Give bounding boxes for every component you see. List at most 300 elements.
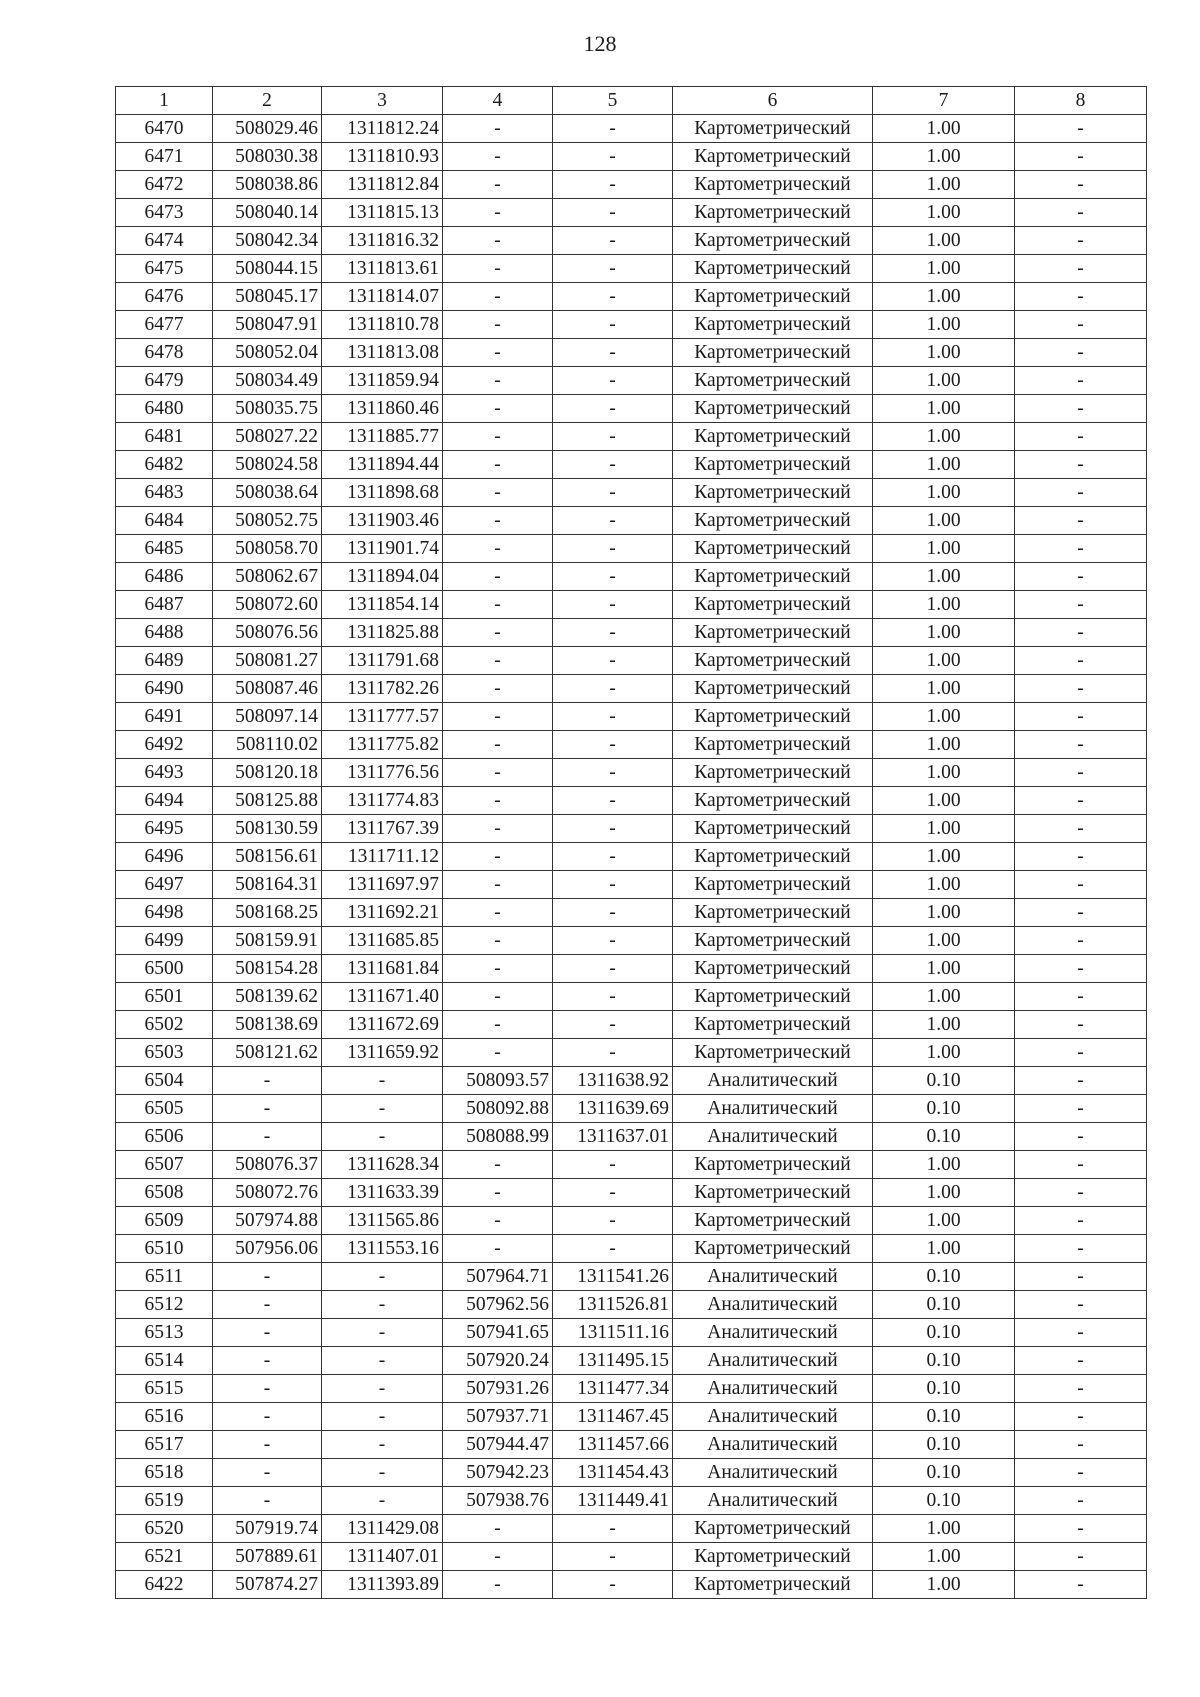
- accuracy-cell: 1.00: [873, 591, 1015, 619]
- table-row: [116, 675, 1147, 703]
- accuracy-cell: 1.00: [873, 115, 1015, 143]
- point-number-cell: 6512: [116, 1291, 213, 1319]
- method-cell: Картометрический: [673, 1151, 873, 1179]
- x-coordinate-cell: -: [213, 1291, 322, 1319]
- y-analytic-cell: -: [553, 395, 673, 423]
- y-analytic-cell: 1311511.16: [553, 1319, 673, 1347]
- point-number-cell: 6499: [116, 927, 213, 955]
- y-analytic-cell: -: [553, 339, 673, 367]
- note-cell: -: [1015, 1235, 1147, 1263]
- y-analytic-cell: -: [553, 591, 673, 619]
- point-number-cell: 6496: [116, 843, 213, 871]
- y-coordinate-cell: -: [322, 1095, 443, 1123]
- table-row: [116, 1515, 1147, 1543]
- y-coordinate-cell: 1311659.92: [322, 1039, 443, 1067]
- method-cell: Картометрический: [673, 1179, 873, 1207]
- x-analytic-cell: -: [443, 619, 553, 647]
- y-coordinate-cell: 1311633.39: [322, 1179, 443, 1207]
- y-analytic-cell: -: [553, 479, 673, 507]
- point-number-cell: 6472: [116, 171, 213, 199]
- point-number-cell: 6510: [116, 1235, 213, 1263]
- y-analytic-cell: -: [553, 115, 673, 143]
- note-cell: -: [1015, 1431, 1147, 1459]
- y-analytic-cell: -: [553, 367, 673, 395]
- y-analytic-cell: -: [553, 899, 673, 927]
- method-cell: Картометрический: [673, 1207, 873, 1235]
- x-coordinate-cell: 508027.22: [213, 423, 322, 451]
- x-analytic-cell: -: [443, 535, 553, 563]
- y-coordinate-cell: 1311815.13: [322, 199, 443, 227]
- x-coordinate-cell: 508076.56: [213, 619, 322, 647]
- y-coordinate-cell: 1311903.46: [322, 507, 443, 535]
- note-cell: -: [1015, 675, 1147, 703]
- note-cell: -: [1015, 787, 1147, 815]
- method-cell: Картометрический: [673, 619, 873, 647]
- method-cell: Картометрический: [673, 787, 873, 815]
- x-coordinate-cell: 508038.64: [213, 479, 322, 507]
- method-cell: Картометрический: [673, 199, 873, 227]
- x-analytic-cell: -: [443, 1543, 553, 1571]
- method-cell: Аналитический: [673, 1067, 873, 1095]
- x-analytic-cell: 507944.47: [443, 1431, 553, 1459]
- method-cell: Картометрический: [673, 339, 873, 367]
- table-row: [116, 1207, 1147, 1235]
- x-analytic-cell: -: [443, 171, 553, 199]
- x-coordinate-cell: 508052.75: [213, 507, 322, 535]
- note-cell: -: [1015, 619, 1147, 647]
- note-cell: -: [1015, 1011, 1147, 1039]
- table-row: [116, 255, 1147, 283]
- y-coordinate-cell: 1311901.74: [322, 535, 443, 563]
- accuracy-cell: 0.10: [873, 1123, 1015, 1151]
- x-coordinate-cell: 508035.75: [213, 395, 322, 423]
- table-row: [116, 787, 1147, 815]
- table-row: [116, 591, 1147, 619]
- note-cell: -: [1015, 1571, 1147, 1599]
- method-cell: Аналитический: [673, 1403, 873, 1431]
- table-row: [116, 1543, 1147, 1571]
- x-analytic-cell: 507920.24: [443, 1347, 553, 1375]
- y-analytic-cell: 1311449.41: [553, 1487, 673, 1515]
- accuracy-cell: 1.00: [873, 647, 1015, 675]
- accuracy-cell: 0.10: [873, 1431, 1015, 1459]
- table-row: [116, 843, 1147, 871]
- x-analytic-cell: -: [443, 451, 553, 479]
- x-analytic-cell: 507942.23: [443, 1459, 553, 1487]
- method-cell: Картометрический: [673, 871, 873, 899]
- y-coordinate-cell: 1311407.01: [322, 1543, 443, 1571]
- table-row: [116, 759, 1147, 787]
- note-cell: -: [1015, 199, 1147, 227]
- point-number-cell: 6474: [116, 227, 213, 255]
- accuracy-cell: 1.00: [873, 1179, 1015, 1207]
- note-cell: -: [1015, 1123, 1147, 1151]
- y-coordinate-cell: -: [322, 1431, 443, 1459]
- table-body: [116, 115, 1147, 1599]
- method-cell: Картометрический: [673, 395, 873, 423]
- y-coordinate-cell: 1311813.61: [322, 255, 443, 283]
- note-cell: -: [1015, 367, 1147, 395]
- table-row: [116, 1571, 1147, 1599]
- y-analytic-cell: -: [553, 703, 673, 731]
- method-cell: Картометрический: [673, 143, 873, 171]
- accuracy-cell: 1.00: [873, 703, 1015, 731]
- x-coordinate-cell: -: [213, 1347, 322, 1375]
- method-cell: Картометрический: [673, 1571, 873, 1599]
- note-cell: -: [1015, 171, 1147, 199]
- table-row: [116, 423, 1147, 451]
- table-row: [116, 983, 1147, 1011]
- method-cell: Аналитический: [673, 1487, 873, 1515]
- method-cell: Картометрический: [673, 283, 873, 311]
- y-analytic-cell: -: [553, 1039, 673, 1067]
- accuracy-cell: 1.00: [873, 787, 1015, 815]
- y-coordinate-cell: 1311671.40: [322, 983, 443, 1011]
- x-coordinate-cell: 508029.46: [213, 115, 322, 143]
- y-coordinate-cell: -: [322, 1067, 443, 1095]
- table-row: [116, 563, 1147, 591]
- y-analytic-cell: 1311454.43: [553, 1459, 673, 1487]
- method-cell: Картометрический: [673, 703, 873, 731]
- table-row: [116, 1347, 1147, 1375]
- point-number-cell: 6516: [116, 1403, 213, 1431]
- x-analytic-cell: -: [443, 479, 553, 507]
- table-row: [116, 199, 1147, 227]
- point-number-cell: 6518: [116, 1459, 213, 1487]
- y-analytic-cell: -: [553, 1515, 673, 1543]
- accuracy-cell: 0.10: [873, 1375, 1015, 1403]
- y-analytic-cell: 1311526.81: [553, 1291, 673, 1319]
- accuracy-cell: 0.10: [873, 1403, 1015, 1431]
- x-coordinate-cell: -: [213, 1319, 322, 1347]
- accuracy-cell: 0.10: [873, 1347, 1015, 1375]
- note-cell: -: [1015, 1487, 1147, 1515]
- column-header: 2: [213, 87, 322, 115]
- y-analytic-cell: -: [553, 871, 673, 899]
- method-cell: Картометрический: [673, 367, 873, 395]
- table-row: [116, 115, 1147, 143]
- x-analytic-cell: -: [443, 1039, 553, 1067]
- table-row: [116, 535, 1147, 563]
- x-coordinate-cell: 507874.27: [213, 1571, 322, 1599]
- x-coordinate-cell: 508042.34: [213, 227, 322, 255]
- note-cell: -: [1015, 1263, 1147, 1291]
- note-cell: -: [1015, 1207, 1147, 1235]
- accuracy-cell: 1.00: [873, 507, 1015, 535]
- y-coordinate-cell: -: [322, 1123, 443, 1151]
- table-row: [116, 731, 1147, 759]
- table-row: [116, 927, 1147, 955]
- note-cell: -: [1015, 731, 1147, 759]
- table-row: [116, 1291, 1147, 1319]
- method-cell: Картометрический: [673, 115, 873, 143]
- method-cell: Картометрический: [673, 899, 873, 927]
- y-analytic-cell: -: [553, 423, 673, 451]
- x-coordinate-cell: 508164.31: [213, 871, 322, 899]
- table-row: [116, 647, 1147, 675]
- x-analytic-cell: -: [443, 311, 553, 339]
- x-analytic-cell: -: [443, 591, 553, 619]
- y-coordinate-cell: 1311774.83: [322, 787, 443, 815]
- point-number-cell: 6487: [116, 591, 213, 619]
- point-number-cell: 6514: [116, 1347, 213, 1375]
- x-analytic-cell: -: [443, 843, 553, 871]
- method-cell: Картометрический: [673, 451, 873, 479]
- y-coordinate-cell: 1311393.89: [322, 1571, 443, 1599]
- table-row: [116, 479, 1147, 507]
- x-analytic-cell: -: [443, 367, 553, 395]
- point-number-cell: 6504: [116, 1067, 213, 1095]
- y-analytic-cell: -: [553, 283, 673, 311]
- x-analytic-cell: -: [443, 1207, 553, 1235]
- x-analytic-cell: 507938.76: [443, 1487, 553, 1515]
- y-analytic-cell: 1311541.26: [553, 1263, 673, 1291]
- note-cell: -: [1015, 647, 1147, 675]
- x-coordinate-cell: 508030.38: [213, 143, 322, 171]
- table-header-row: [116, 87, 1147, 115]
- accuracy-cell: 1.00: [873, 451, 1015, 479]
- x-coordinate-cell: -: [213, 1375, 322, 1403]
- coordinates-table: [115, 86, 1147, 1599]
- method-cell: Картометрический: [673, 1039, 873, 1067]
- y-analytic-cell: 1311638.92: [553, 1067, 673, 1095]
- accuracy-cell: 1.00: [873, 1207, 1015, 1235]
- note-cell: -: [1015, 283, 1147, 311]
- x-coordinate-cell: -: [213, 1263, 322, 1291]
- y-coordinate-cell: 1311812.24: [322, 115, 443, 143]
- table-row: [116, 1403, 1147, 1431]
- accuracy-cell: 1.00: [873, 1571, 1015, 1599]
- x-coordinate-cell: -: [213, 1487, 322, 1515]
- y-analytic-cell: -: [553, 787, 673, 815]
- accuracy-cell: 0.10: [873, 1487, 1015, 1515]
- point-number-cell: 6479: [116, 367, 213, 395]
- y-analytic-cell: -: [553, 563, 673, 591]
- note-cell: -: [1015, 507, 1147, 535]
- point-number-cell: 6507: [116, 1151, 213, 1179]
- y-coordinate-cell: 1311816.32: [322, 227, 443, 255]
- method-cell: Картометрический: [673, 815, 873, 843]
- note-cell: -: [1015, 479, 1147, 507]
- method-cell: Картометрический: [673, 983, 873, 1011]
- note-cell: -: [1015, 927, 1147, 955]
- accuracy-cell: 0.10: [873, 1319, 1015, 1347]
- method-cell: Картометрический: [673, 759, 873, 787]
- table-row: [116, 1235, 1147, 1263]
- x-analytic-cell: -: [443, 199, 553, 227]
- x-coordinate-cell: 508120.18: [213, 759, 322, 787]
- table-row: [116, 171, 1147, 199]
- y-coordinate-cell: -: [322, 1319, 443, 1347]
- note-cell: -: [1015, 759, 1147, 787]
- table-row: [116, 1263, 1147, 1291]
- x-analytic-cell: 508093.57: [443, 1067, 553, 1095]
- x-analytic-cell: -: [443, 927, 553, 955]
- method-cell: Картометрический: [673, 1543, 873, 1571]
- y-coordinate-cell: 1311775.82: [322, 731, 443, 759]
- x-coordinate-cell: -: [213, 1095, 322, 1123]
- note-cell: -: [1015, 1067, 1147, 1095]
- point-number-cell: 6480: [116, 395, 213, 423]
- point-number-cell: 6506: [116, 1123, 213, 1151]
- page-number: 128: [583, 31, 617, 56]
- y-analytic-cell: -: [553, 1011, 673, 1039]
- x-coordinate-cell: 508024.58: [213, 451, 322, 479]
- y-coordinate-cell: 1311894.04: [322, 563, 443, 591]
- column-header: 4: [443, 87, 553, 115]
- point-number-cell: 6511: [116, 1263, 213, 1291]
- table-row: [116, 1095, 1147, 1123]
- note-cell: -: [1015, 1543, 1147, 1571]
- note-cell: -: [1015, 815, 1147, 843]
- x-analytic-cell: -: [443, 563, 553, 591]
- method-cell: Картометрический: [673, 507, 873, 535]
- y-analytic-cell: 1311457.66: [553, 1431, 673, 1459]
- accuracy-cell: 1.00: [873, 423, 1015, 451]
- x-analytic-cell: -: [443, 731, 553, 759]
- y-coordinate-cell: 1311628.34: [322, 1151, 443, 1179]
- note-cell: -: [1015, 451, 1147, 479]
- x-coordinate-cell: 508168.25: [213, 899, 322, 927]
- accuracy-cell: 1.00: [873, 199, 1015, 227]
- y-coordinate-cell: 1311854.14: [322, 591, 443, 619]
- point-number-cell: 6495: [116, 815, 213, 843]
- method-cell: Картометрический: [673, 955, 873, 983]
- x-coordinate-cell: 508087.46: [213, 675, 322, 703]
- table-row: [116, 227, 1147, 255]
- point-number-cell: 6515: [116, 1375, 213, 1403]
- note-cell: -: [1015, 423, 1147, 451]
- accuracy-cell: 1.00: [873, 255, 1015, 283]
- y-coordinate-cell: 1311711.12: [322, 843, 443, 871]
- point-number-cell: 6509: [116, 1207, 213, 1235]
- accuracy-cell: 1.00: [873, 1235, 1015, 1263]
- y-analytic-cell: -: [553, 759, 673, 787]
- method-cell: Аналитический: [673, 1291, 873, 1319]
- table-row: [116, 1123, 1147, 1151]
- method-cell: Картометрический: [673, 675, 873, 703]
- x-coordinate-cell: 508040.14: [213, 199, 322, 227]
- y-analytic-cell: -: [553, 983, 673, 1011]
- x-analytic-cell: -: [443, 899, 553, 927]
- point-number-cell: 6478: [116, 339, 213, 367]
- note-cell: -: [1015, 703, 1147, 731]
- x-analytic-cell: -: [443, 703, 553, 731]
- x-coordinate-cell: 508138.69: [213, 1011, 322, 1039]
- table-row: [116, 955, 1147, 983]
- y-analytic-cell: -: [553, 843, 673, 871]
- x-coordinate-cell: 507919.74: [213, 1515, 322, 1543]
- method-cell: Картометрический: [673, 255, 873, 283]
- table-row: [116, 311, 1147, 339]
- table-row: [116, 815, 1147, 843]
- point-number-cell: 6502: [116, 1011, 213, 1039]
- accuracy-cell: 0.10: [873, 1263, 1015, 1291]
- table-row: [116, 703, 1147, 731]
- point-number-cell: 6490: [116, 675, 213, 703]
- y-analytic-cell: -: [553, 227, 673, 255]
- y-coordinate-cell: 1311692.21: [322, 899, 443, 927]
- method-cell: Аналитический: [673, 1459, 873, 1487]
- x-coordinate-cell: 508047.91: [213, 311, 322, 339]
- y-coordinate-cell: 1311825.88: [322, 619, 443, 647]
- y-analytic-cell: -: [553, 535, 673, 563]
- table-row: [116, 1151, 1147, 1179]
- accuracy-cell: 1.00: [873, 899, 1015, 927]
- y-analytic-cell: -: [553, 731, 673, 759]
- x-coordinate-cell: 508062.67: [213, 563, 322, 591]
- accuracy-cell: 1.00: [873, 843, 1015, 871]
- column-header: 1: [116, 87, 213, 115]
- point-number-cell: 6481: [116, 423, 213, 451]
- note-cell: -: [1015, 339, 1147, 367]
- accuracy-cell: 1.00: [873, 927, 1015, 955]
- x-coordinate-cell: -: [213, 1403, 322, 1431]
- method-cell: Аналитический: [673, 1263, 873, 1291]
- y-coordinate-cell: 1311429.08: [322, 1515, 443, 1543]
- accuracy-cell: 1.00: [873, 171, 1015, 199]
- method-cell: Картометрический: [673, 1235, 873, 1263]
- y-coordinate-cell: 1311791.68: [322, 647, 443, 675]
- point-number-cell: 6477: [116, 311, 213, 339]
- accuracy-cell: 1.00: [873, 535, 1015, 563]
- x-coordinate-cell: 507956.06: [213, 1235, 322, 1263]
- table-row: [116, 1011, 1147, 1039]
- y-coordinate-cell: 1311812.84: [322, 171, 443, 199]
- x-coordinate-cell: 508159.91: [213, 927, 322, 955]
- y-coordinate-cell: -: [322, 1291, 443, 1319]
- x-analytic-cell: -: [443, 423, 553, 451]
- point-number-cell: 6494: [116, 787, 213, 815]
- x-analytic-cell: -: [443, 507, 553, 535]
- y-coordinate-cell: 1311810.78: [322, 311, 443, 339]
- x-coordinate-cell: 508058.70: [213, 535, 322, 563]
- y-coordinate-cell: 1311777.57: [322, 703, 443, 731]
- accuracy-cell: 1.00: [873, 227, 1015, 255]
- y-coordinate-cell: -: [322, 1347, 443, 1375]
- y-coordinate-cell: 1311767.39: [322, 815, 443, 843]
- x-analytic-cell: -: [443, 255, 553, 283]
- table-row: [116, 507, 1147, 535]
- point-number-cell: 6483: [116, 479, 213, 507]
- accuracy-cell: 1.00: [873, 339, 1015, 367]
- note-cell: -: [1015, 1375, 1147, 1403]
- note-cell: -: [1015, 955, 1147, 983]
- point-number-cell: 6486: [116, 563, 213, 591]
- y-coordinate-cell: 1311553.16: [322, 1235, 443, 1263]
- x-analytic-cell: -: [443, 1515, 553, 1543]
- x-coordinate-cell: 508154.28: [213, 955, 322, 983]
- note-cell: -: [1015, 843, 1147, 871]
- table-row: [116, 1375, 1147, 1403]
- x-analytic-cell: -: [443, 983, 553, 1011]
- y-coordinate-cell: 1311810.93: [322, 143, 443, 171]
- accuracy-cell: 1.00: [873, 1515, 1015, 1543]
- y-analytic-cell: -: [553, 1207, 673, 1235]
- x-analytic-cell: 507931.26: [443, 1375, 553, 1403]
- note-cell: -: [1015, 1403, 1147, 1431]
- y-analytic-cell: -: [553, 311, 673, 339]
- y-analytic-cell: -: [553, 255, 673, 283]
- accuracy-cell: 1.00: [873, 759, 1015, 787]
- x-analytic-cell: -: [443, 759, 553, 787]
- x-coordinate-cell: 508097.14: [213, 703, 322, 731]
- column-header: 3: [322, 87, 443, 115]
- point-number-cell: 6489: [116, 647, 213, 675]
- x-analytic-cell: 507962.56: [443, 1291, 553, 1319]
- point-number-cell: 6422: [116, 1571, 213, 1599]
- point-number-cell: 6505: [116, 1095, 213, 1123]
